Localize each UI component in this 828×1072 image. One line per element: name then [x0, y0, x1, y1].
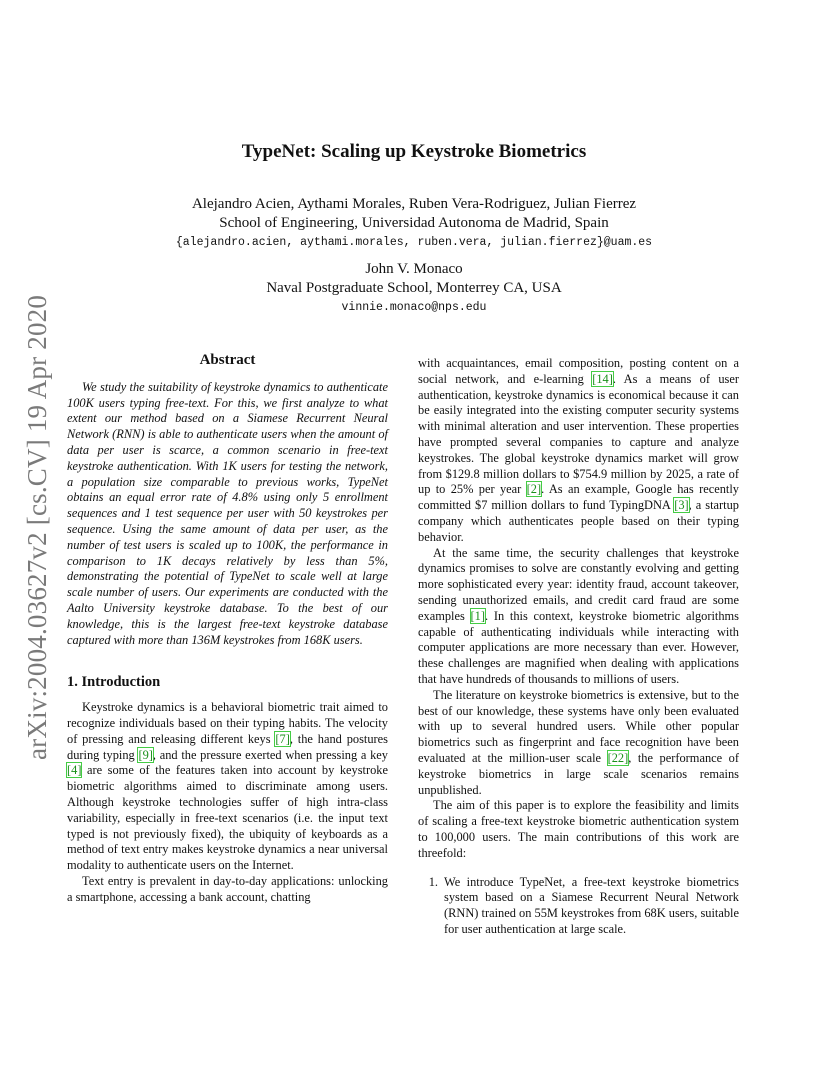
abstract-heading: Abstract: [199, 352, 256, 368]
citation-link[interactable]: [14]: [592, 371, 613, 386]
citation-link[interactable]: [7]: [275, 731, 290, 746]
citation-link[interactable]: [22]: [607, 750, 629, 765]
right-paragraph-3: The literature on keystroke biometrics is extensive, but to the best of our knowledge, these systems have only been evaluated with up to several hundred users. While other popular biometrics such as fingerprint and face recognition have been evaluated at the million-user scale [22], the performance of keystroke biometrics in large scale scenarios remains unpublished.: [418, 687, 740, 797]
author-name-2: John V. Monaco: [365, 261, 463, 277]
affiliation-1: School of Engineering, Universidad Autonoma de Madrid, Spain: [219, 215, 609, 231]
intro-paragraph-2: Text entry is prevalent in day-to-day applications: unlocking a smartphone, accessing a bank account, chatting: [67, 873, 388, 904]
citation-link[interactable]: [4]: [67, 763, 82, 778]
author-email-2: vinnie.monaco@nps.edu: [341, 301, 487, 314]
author-emails-1: {alejandro.acien, aythami.morales, ruben.vera, julian.fierrez}@uam.es: [175, 236, 653, 249]
contribution-list-item: [418, 875, 739, 938]
section-heading-introduction: 1. Introduction: [67, 674, 161, 691]
left-column: [67, 353, 388, 906]
intro-paragraph-1: Keystroke dynamics is a behavioral biometric trait aimed to recognize individuals based on their typing habits. The velocity of pressing and releasing different keys [7], the hand postures during typing [9], and the pressure exerted when pressing a key [4] are some of the features taken into account by keystroke biometric algorithms aimed to discriminate among users. Although keystroke technologies suffer of high intra-class variability, especially in free-text scenarios (i.e. the input text typed is not previously fixed), the ubiquity of keyboards as a method of text entry makes keystroke dynamics a near universal modality to authenticate users on the Internet.: [67, 700, 388, 873]
citation-link[interactable]: [9]: [138, 747, 153, 762]
affiliation-2: Naval Postgraduate School, Monterrey CA, USA: [266, 280, 562, 296]
abstract-text: We study the suitability of keystroke dynamics to authenticate 100K users typing free-text. For this, we first analyze to what extent our method based on a Siamese Recurrent Neural Network (RNN) is able to authenticate users when the amount of data per user is scarce, a common scenario in free-text keystroke authentication. With 1K users for testing the network, a population size comparable to previous works, TypeNet obtains an equal error rate of 4.8% using only 5 enrollment sequences and 1 test sequence per user with 50 keystrokes per sequence. Using the same amount of data per user, as the number of test users is scaled up to 100K, the performance in comparison to 1K decays relatively by less than 5%, demonstrating the potential of TypeNet to scale well at large scale number of users. Our experiments are conducted with the Aalto University keystroke database. To the best of our knowledge, this is the largest free-text keystroke database captured with more than 136M keystrokes from 168K users.: [67, 379, 388, 647]
paper-title: TypeNet: Scaling up Keystroke Biometrics: [241, 141, 587, 162]
right-paragraph-2: At the same time, the security challenges that keystroke dynamics promises to solve are constantly evolving and getting more sophisticated every year: identity fraud, account takeover, sending unauthorized emails, and credit card fraud are some examples [1]. In this context, keystroke biometric algorithms capable of authenticating individuals while interacting with computer applications are more necessary than ever. However, these challenges are magnified when dealing with applications that have hundreds of thousands to millions of users.: [418, 545, 739, 686]
citation-link[interactable]: [3]: [674, 498, 689, 513]
list-text: We introduce TypeNet, a free-text keystroke biometrics system based on a Siamese Recurrent Neural Network (RNN) trained on 55M keystrokes from 68K users, suitable for user authentication at large scale.: [444, 874, 739, 936]
citation-link[interactable]: [1]: [470, 608, 485, 623]
arxiv-stamp: arXiv:2004.03627v2 [cs.CV] 19 Apr 2020: [22, 294, 52, 760]
citation-link[interactable]: [2]: [526, 482, 542, 497]
right-column: [418, 356, 739, 938]
author-names-1: Alejandro Acien, Aythami Morales, Ruben Vera-Rodriguez, Julian Fierrez: [191, 196, 637, 212]
right-paragraph-4: The aim of this paper is to explore the feasibility and limits of scaling a free-text keystroke biometric authentication system to 100,000 users. The main contributions of this work are threefold:: [418, 798, 739, 860]
right-paragraph-1: with acquaintances, email composition, posting content on a social network, and e-learning [14]. As a means of user authentication, keystroke dynamics is economical because it can be easily integrated into the existing computer security systems with minimal alteration and user intervention. These properties have prompted several companies to capture and analyze keystrokes. The global keystroke dynamics market will grow from $129.8 million dollars to $754.9 million by 2025, a rate of up to 25% per year [2]. As an example, Google has recently committed $7 million dollars to fund TypingDNA [3], a startup company which authenticates people based on their typing behavior.: [418, 356, 739, 544]
list-number: 1.: [428, 874, 438, 889]
